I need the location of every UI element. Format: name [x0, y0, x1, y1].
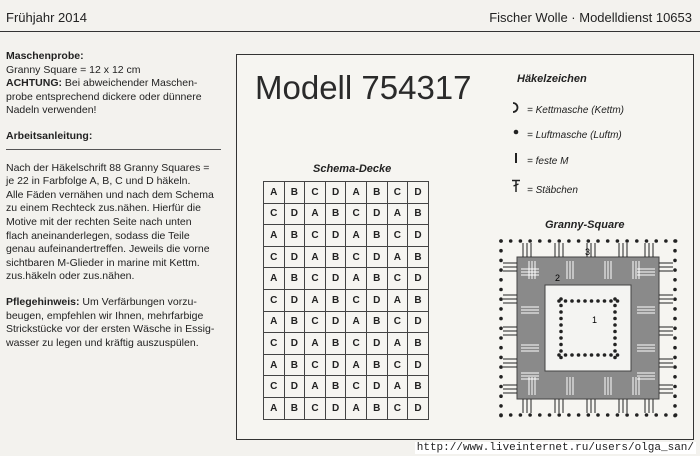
chain-dot-icon	[499, 288, 503, 292]
chain-dot-icon	[616, 413, 620, 417]
schema-title: Schema-Decke	[313, 163, 392, 175]
schema-cell: A	[346, 397, 367, 419]
chain-dot-icon	[673, 327, 677, 331]
double-crochet-icon	[505, 179, 527, 196]
chain-dot-icon	[505, 126, 527, 141]
schema-cell: A	[305, 203, 326, 225]
schema-cell: B	[284, 225, 305, 247]
chain-dot-icon	[673, 356, 677, 360]
chain-dot-icon	[673, 414, 677, 418]
chain-dot-icon	[583, 353, 587, 357]
schema-row	[264, 311, 429, 333]
chain-dot-icon	[548, 239, 552, 243]
care-line: beugen, empfehlen wir Ihnen, mehrfarbige	[6, 309, 204, 322]
instructions-line: Motive mit der rechten Seite nach unten	[6, 215, 192, 228]
schema-cell: A	[264, 225, 285, 247]
schema-row	[264, 225, 429, 247]
chain-dot-icon	[499, 307, 503, 311]
chain-dot-icon	[509, 239, 513, 243]
chain-dot-icon	[664, 239, 668, 243]
chain-dot-icon	[577, 413, 581, 417]
legend-text: = feste M	[527, 156, 569, 167]
schema-cell: A	[264, 397, 285, 419]
chain-dot-icon	[499, 385, 503, 389]
chain-dot-icon	[635, 239, 639, 243]
schema-cell: A	[346, 268, 367, 290]
granny-square-diagram	[493, 233, 683, 423]
instructions-line: zus.häkeln oder zus.nähen.	[6, 270, 135, 283]
chain-dot-icon	[596, 299, 600, 303]
chain-dot-icon	[499, 317, 503, 321]
chain-dot-icon	[596, 413, 600, 417]
legend-text: = Stäbchen	[527, 185, 578, 196]
header-season: Frühjahr 2014	[6, 10, 87, 25]
schema-cell: B	[325, 289, 346, 311]
schema-cell: C	[264, 289, 285, 311]
chain-dot-icon	[557, 413, 561, 417]
instructions-label: Arbeitsanleitung:	[6, 129, 93, 142]
schema-cell: D	[366, 376, 387, 398]
chain-dot-icon	[616, 299, 620, 303]
legend-text: = Luftmasche (Luftm)	[527, 130, 622, 141]
chain-dot-icon	[654, 239, 658, 243]
schema-cell: A	[264, 268, 285, 290]
chain-dot-icon	[613, 336, 617, 340]
schema-cell: B	[366, 182, 387, 204]
chain-dot-icon	[613, 349, 617, 353]
schema-cell: D	[284, 376, 305, 398]
schema-row	[264, 182, 429, 204]
chain-dot-icon	[645, 239, 649, 243]
instructions-line: flach aneinanderlegen, sodass die Teile	[6, 229, 190, 242]
schema-cell: D	[325, 397, 346, 419]
schema-cell: C	[387, 225, 408, 247]
schema-cell: B	[408, 333, 429, 355]
schema-cell: D	[284, 203, 305, 225]
attention-text-1: Bei abweichender Maschen-	[62, 77, 198, 90]
schema-row	[264, 354, 429, 376]
chain-dot-icon	[577, 299, 581, 303]
schema-cell: C	[387, 268, 408, 290]
chain-dot-icon	[559, 330, 563, 334]
chain-dot-icon	[673, 288, 677, 292]
chain-dot-icon	[673, 404, 677, 408]
schema-cell: C	[305, 268, 326, 290]
chain-dot-icon	[499, 278, 503, 282]
legend-item-chain	[505, 126, 622, 141]
schema-cell: B	[366, 311, 387, 333]
chain-dot-icon	[673, 297, 677, 301]
schema-cell: C	[264, 376, 285, 398]
chain-dot-icon	[499, 327, 503, 331]
schema-cell: A	[264, 354, 285, 376]
schema-cell: D	[408, 397, 429, 419]
chain-dot-icon	[673, 317, 677, 321]
granny-inner-field	[545, 285, 631, 371]
schema-cell: D	[325, 354, 346, 376]
instructions-line: genau aufeinandertreffen. Jeweils die vorne	[6, 243, 210, 256]
schema-cell: D	[325, 225, 346, 247]
chain-dot-icon	[499, 346, 503, 350]
schema-cell: D	[284, 289, 305, 311]
schema-cell: C	[387, 182, 408, 204]
schema-cell: D	[408, 311, 429, 333]
schema-cell: A	[387, 289, 408, 311]
schema-cell: B	[408, 376, 429, 398]
header-publisher: Fischer Wolle · Modelldienst 10653	[489, 10, 692, 25]
chain-dot-icon	[577, 353, 581, 357]
schema-cell: B	[284, 354, 305, 376]
chain-dot-icon	[559, 356, 563, 360]
chain-dot-icon	[499, 249, 503, 253]
schema-cell: C	[305, 182, 326, 204]
schema-cell: D	[366, 333, 387, 355]
schema-cell: A	[305, 289, 326, 311]
schema-cell: D	[408, 268, 429, 290]
schema-cell: C	[346, 203, 367, 225]
chain-dot-icon	[613, 330, 617, 334]
schema-cell: A	[305, 333, 326, 355]
schema-row	[264, 376, 429, 398]
legend-item-double-crochet	[505, 179, 578, 196]
chain-dot-icon	[613, 317, 617, 321]
schema-cell: B	[366, 397, 387, 419]
chain-dot-icon	[499, 414, 503, 418]
schema-cell: A	[346, 354, 367, 376]
schema-cell: D	[366, 289, 387, 311]
chain-dot-icon	[499, 259, 503, 263]
attention-line-3: Nadeln verwenden!	[6, 104, 97, 117]
chain-dot-icon	[499, 268, 503, 272]
schema-cell: C	[387, 354, 408, 376]
schema-cell: D	[284, 333, 305, 355]
chain-dot-icon	[538, 239, 542, 243]
schema-cell: D	[408, 182, 429, 204]
schema-cell: C	[387, 311, 408, 333]
chain-dot-icon	[596, 239, 600, 243]
schema-cell: B	[325, 376, 346, 398]
schema-cell: C	[346, 376, 367, 398]
chain-dot-icon	[559, 343, 563, 347]
left-column	[6, 50, 228, 350]
chain-dot-icon	[519, 239, 523, 243]
schema-cell: D	[408, 225, 429, 247]
chain-dot-icon	[673, 336, 677, 340]
chain-dot-icon	[613, 356, 617, 360]
chain-dot-icon	[674, 239, 678, 243]
schema-cell: C	[264, 246, 285, 268]
chain-dot-icon	[564, 353, 568, 357]
chain-dot-icon	[606, 413, 610, 417]
chain-dot-icon	[613, 343, 617, 347]
chain-dot-icon	[509, 413, 513, 417]
chain-dot-icon	[567, 239, 571, 243]
granny-round-label: 3	[585, 247, 591, 257]
chain-dot-icon	[673, 394, 677, 398]
legend-text: = Kettmasche (Kettm)	[527, 105, 624, 116]
single-crochet-icon	[505, 152, 527, 167]
schema-cell: B	[284, 268, 305, 290]
chain-dot-icon	[590, 353, 594, 357]
granny-round-label: 2	[555, 273, 561, 283]
care-label: Pflegehinweis:	[6, 295, 80, 308]
granny-square-title: Granny-Square	[545, 219, 625, 231]
schema-cell: B	[284, 182, 305, 204]
chain-dot-icon	[499, 375, 503, 379]
legend-item-single-crochet	[505, 152, 568, 167]
chain-dot-icon	[559, 317, 563, 321]
schema-cell: B	[284, 311, 305, 333]
schema-cell: B	[366, 354, 387, 376]
chain-dot-icon	[559, 304, 563, 308]
chain-dot-icon	[583, 299, 587, 303]
chain-dot-icon	[548, 413, 552, 417]
chain-dot-icon	[645, 413, 649, 417]
chain-dot-icon	[635, 413, 639, 417]
schema-cell: D	[408, 354, 429, 376]
schema-cell: D	[325, 182, 346, 204]
chain-dot-icon	[559, 336, 563, 340]
chain-dot-icon	[613, 323, 617, 327]
schema-cell: C	[264, 203, 285, 225]
chain-dot-icon	[499, 365, 503, 369]
schema-cell: C	[346, 246, 367, 268]
schema-cell: D	[366, 203, 387, 225]
instructions-line: je 22 in Farbfolge A, B, C und D häkeln.	[6, 175, 191, 188]
schema-cell: C	[305, 225, 326, 247]
schema-cell: B	[284, 397, 305, 419]
schema-cell: A	[387, 246, 408, 268]
schema-row	[264, 289, 429, 311]
chain-dot-icon	[499, 356, 503, 360]
chain-dot-icon	[603, 353, 607, 357]
chain-dot-icon	[587, 239, 591, 243]
attention-line-1	[6, 77, 228, 91]
schema-cell: B	[408, 289, 429, 311]
chain-dot-icon	[606, 239, 610, 243]
chain-dot-icon	[538, 413, 542, 417]
schema-cell: A	[387, 376, 408, 398]
chain-dot-icon	[559, 323, 563, 327]
schema-cell: C	[305, 397, 326, 419]
blanket-schema-grid	[263, 181, 429, 420]
instructions-divider	[6, 149, 221, 150]
schema-row	[264, 246, 429, 268]
chain-dot-icon	[587, 413, 591, 417]
schema-cell: D	[325, 311, 346, 333]
legend-title: Häkelzeichen	[517, 73, 587, 85]
chain-dot-icon	[625, 413, 629, 417]
schema-cell: B	[366, 225, 387, 247]
chain-dot-icon	[577, 239, 581, 243]
schema-row	[264, 268, 429, 290]
chain-dot-icon	[557, 239, 561, 243]
chain-dot-icon	[673, 259, 677, 263]
model-title: Modell 754317	[255, 69, 472, 106]
care-text-1: Um Verfärbungen vorzu-	[79, 295, 197, 308]
chain-dot-icon	[499, 404, 503, 408]
chain-dot-icon	[528, 239, 532, 243]
schema-cell: A	[346, 311, 367, 333]
gauge-line: Granny Square = 12 x 12 cm	[6, 63, 141, 76]
schema-cell: A	[305, 246, 326, 268]
chain-dot-icon	[499, 394, 503, 398]
schema-cell: A	[387, 333, 408, 355]
schema-cell: D	[284, 246, 305, 268]
schema-cell: B	[325, 246, 346, 268]
instructions-line: sichtbaren M-Glieder in marine mit Kettm.	[6, 256, 200, 269]
chain-dot-icon	[673, 278, 677, 282]
schema-cell: C	[346, 289, 367, 311]
chain-dot-icon	[596, 353, 600, 357]
gauge-label: Maschenprobe:	[6, 50, 84, 62]
schema-cell: C	[387, 397, 408, 419]
instructions-line: Alle Fäden vernähen und nach dem Schema	[6, 188, 214, 201]
chain-dot-icon	[613, 304, 617, 308]
chain-dot-icon	[499, 239, 503, 243]
chain-dot-icon	[559, 310, 563, 314]
schema-row	[264, 203, 429, 225]
schema-cell: B	[366, 268, 387, 290]
schema-cell: C	[305, 311, 326, 333]
chain-dot-icon	[570, 299, 574, 303]
schema-cell: C	[305, 354, 326, 376]
chain-dot-icon	[564, 299, 568, 303]
schema-cell: A	[305, 376, 326, 398]
pattern-box	[236, 54, 694, 440]
chain-dot-icon	[603, 299, 607, 303]
chain-dot-icon	[654, 413, 658, 417]
attention-line-2: probe entsprechend dickere oder dünnere	[6, 90, 202, 103]
chain-dot-icon	[613, 310, 617, 314]
schema-cell: A	[264, 182, 285, 204]
care-line: wasser zu legen und kräftig auszuspülen.	[6, 336, 199, 349]
care-line: Strickstücke vor der ersten Wäsche in Essig-	[6, 323, 215, 336]
chain-dot-icon	[673, 365, 677, 369]
schema-cell: A	[346, 225, 367, 247]
chain-dot-icon	[499, 336, 503, 340]
chain-dot-icon	[673, 268, 677, 272]
chain-dot-icon	[559, 297, 563, 301]
chain-dot-icon	[673, 385, 677, 389]
schema-cell: A	[346, 182, 367, 204]
schema-cell: C	[264, 333, 285, 355]
instructions-line: zu einem Rechteck zus.nähen. Hierfür die	[6, 202, 201, 215]
chain-dot-icon	[528, 413, 532, 417]
chain-dot-icon	[664, 413, 668, 417]
schema-cell: B	[408, 203, 429, 225]
attention-label: ACHTUNG:	[6, 77, 62, 90]
chain-dot-icon	[609, 299, 613, 303]
source-url[interactable]: http://www.liveinternet.ru/users/olga_san/	[416, 442, 694, 454]
schema-cell: B	[325, 333, 346, 355]
chain-dot-icon	[673, 346, 677, 350]
schema-cell: A	[387, 203, 408, 225]
chain-dot-icon	[559, 349, 563, 353]
chain-dot-icon	[673, 375, 677, 379]
slip-stitch-icon	[505, 101, 527, 116]
chain-dot-icon	[673, 307, 677, 311]
schema-cell: D	[366, 246, 387, 268]
schema-cell: B	[325, 203, 346, 225]
legend-item-slip-stitch	[505, 101, 624, 116]
chain-dot-icon	[570, 353, 574, 357]
chain-dot-icon	[590, 299, 594, 303]
chain-dot-icon	[567, 413, 571, 417]
instructions-line: Nach der Häkelschrift 88 Granny Squares =	[6, 161, 210, 174]
granny-round-label: 1	[592, 315, 598, 325]
chain-dot-icon	[616, 239, 620, 243]
chain-dot-icon	[609, 353, 613, 357]
schema-row	[264, 333, 429, 355]
chain-dot-icon	[519, 413, 523, 417]
chain-dot-icon	[673, 249, 677, 253]
care-line-1	[6, 296, 228, 310]
chain-dot-icon	[625, 239, 629, 243]
chain-dot-icon	[499, 297, 503, 301]
schema-cell: B	[408, 246, 429, 268]
schema-cell: D	[325, 268, 346, 290]
schema-cell: A	[264, 311, 285, 333]
schema-row	[264, 397, 429, 419]
header-divider	[0, 31, 700, 32]
schema-cell: C	[346, 333, 367, 355]
